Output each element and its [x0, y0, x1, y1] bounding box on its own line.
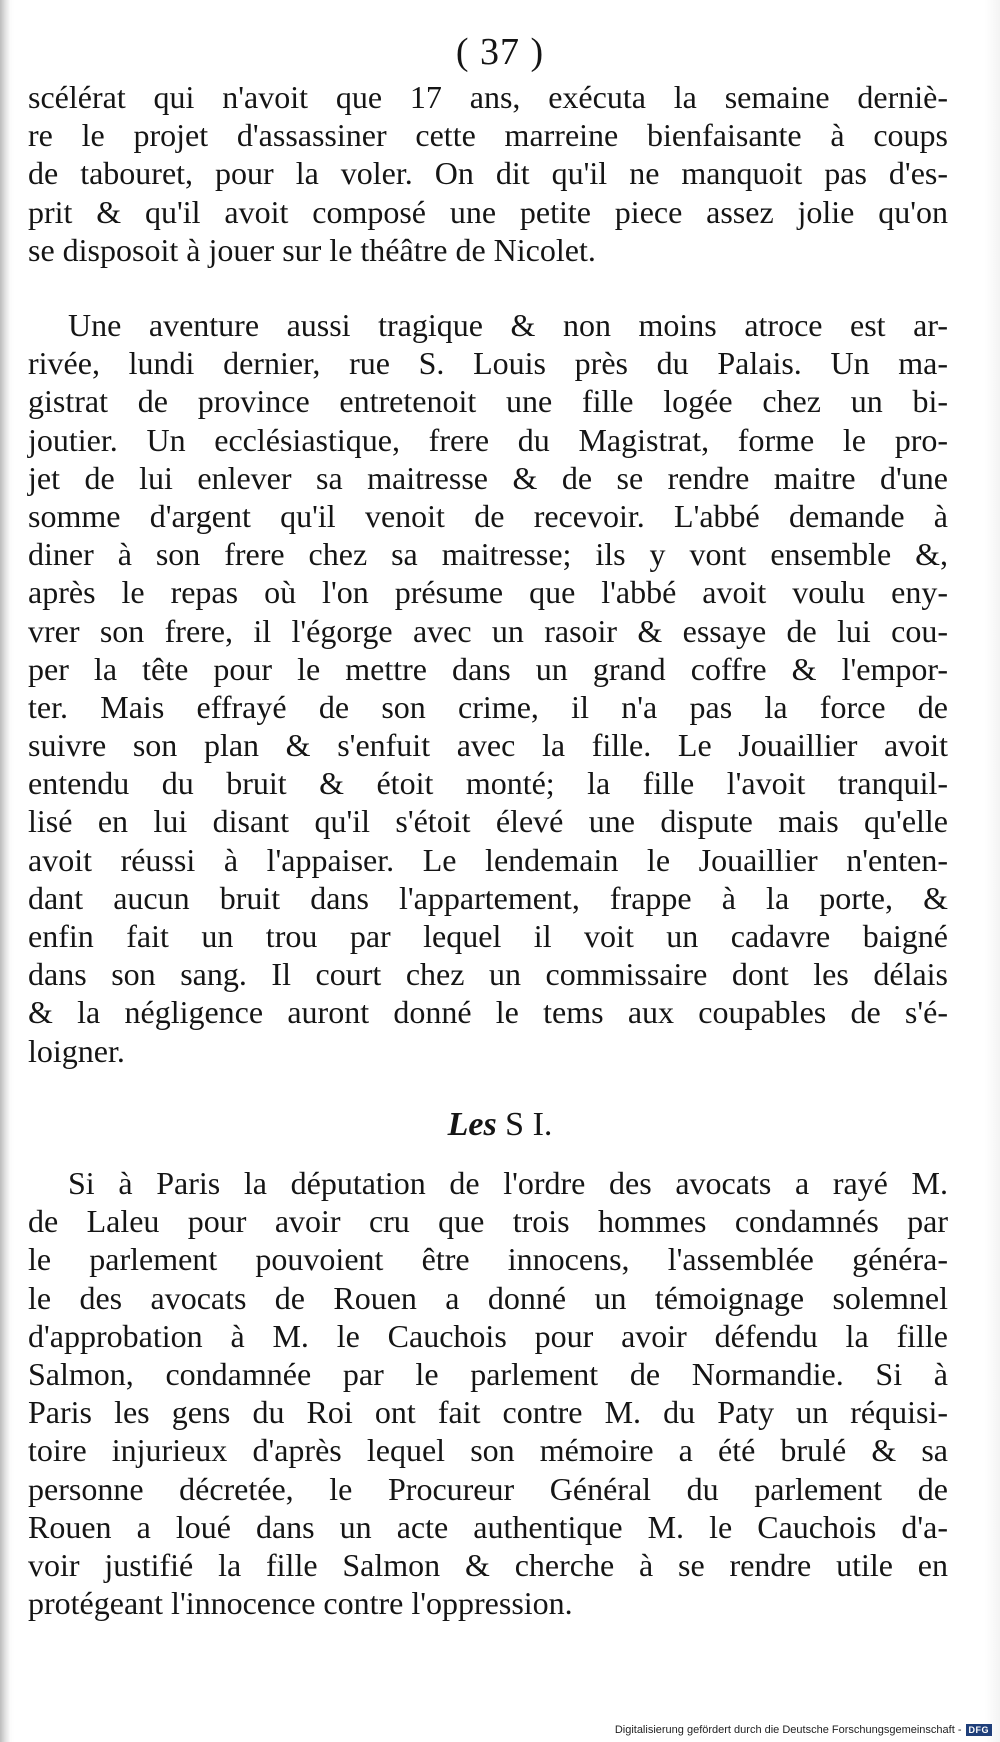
paragraph-2 — [28, 306, 948, 1070]
text-line: loigner. — [28, 1032, 125, 1069]
section-title-italic: Les — [447, 1106, 497, 1143]
footer-text: Digitalisierung gefördert durch die Deutsche Forschungsgemeinschaft - — [614, 1724, 962, 1736]
text-line: gistrat de province entretenoit une fille logée chez un bi- — [28, 383, 948, 420]
text-line: protégeant l'innocence contre l'oppression. — [28, 1585, 573, 1622]
text-line: toire injurieux d'après lequel son mémoire a été brulé & sa — [28, 1432, 948, 1469]
paragraph-1 — [28, 78, 948, 269]
text-line: Une aventure aussi tragique & non moins atroce est ar- — [68, 307, 948, 343]
text-line: suivre son plan & s'enfuit avec la fille. Le Jouaillier avoit — [28, 727, 948, 764]
section-title-roman: S I. — [505, 1106, 553, 1143]
text-line: somme d'argent qu'il venoit de recevoir. L'abbé demande à — [28, 497, 948, 534]
text-line: se disposoit à jouer sur le théâtre de Nicolet. — [28, 231, 596, 268]
text-line: joutier. Un ecclésiastique, frere du Magistrat, forme le pro- — [28, 421, 948, 458]
section-title — [0, 1106, 1000, 1144]
text-line: re le projet d'assassiner cette marreine bienfaisante à coups — [28, 117, 948, 154]
text-line: Paris les gens du Roi ont fait contre M. du Paty un réquisi- — [28, 1394, 948, 1431]
text-line: lisé en lui disant qu'il s'étoit élevé une dispute mais qu'elle — [28, 803, 948, 840]
text-line: dant aucun bruit dans l'appartement, frappe à la porte, & — [28, 879, 948, 916]
text-line: rivée, lundi dernier, rue S. Louis près du Palais. Un ma- — [28, 345, 948, 382]
text-line: scélérat qui n'avoit que 17 ans, exécuta la semaine derniè- — [28, 79, 948, 115]
text-line: prit & qu'il avoit composé une petite piece assez jolie qu'on — [28, 193, 948, 230]
text-line: ter. Mais effrayé de son crime, il n'a pas la force de — [28, 688, 948, 725]
text-line: Rouen a loué dans un acte authentique M. le Cauchois d'a- — [28, 1508, 948, 1545]
text-line: de Laleu pour avoir cru que trois hommes condamnés par — [28, 1203, 948, 1240]
text-line: vrer son frere, il l'égorge avec un rasoir & essaye de lui cou- — [28, 612, 948, 649]
text-line: jet de lui enlever sa maitresse & de se rendre maitre d'une — [28, 459, 948, 496]
dfg-logo: DFG — [966, 1724, 993, 1736]
page-number: ( 37 ) — [455, 31, 545, 73]
page-edge-shadow — [0, 0, 10, 1742]
text-line: entendu du bruit & étoit monté; la fille l'avoit tranquil- — [28, 765, 948, 802]
text-line: le des avocats de Rouen a donné un témoignage solemnel — [28, 1279, 948, 1316]
text-line: le parlement pouvoient être innocens, l'assemblée généra- — [28, 1241, 948, 1278]
text-line: dans son sang. Il court chez un commissaire dont les délais — [28, 956, 948, 993]
text-line: de tabouret, pour la voler. On dit qu'il ne manquoit pas d'es- — [28, 155, 948, 192]
text-line: personne décretée, le Procureur Général du parlement de — [28, 1470, 948, 1507]
text-line: Si à Paris la députation de l'ordre des avocats a rayé M. — [68, 1165, 948, 1201]
text-line: diner à son frere chez sa maitresse; ils y vont ensemble &, — [28, 536, 948, 573]
text-line: avoit réussi à l'appaiser. Le lendemain le Jouaillier n'enten- — [28, 841, 948, 878]
text-line: d'approbation à M. le Cauchois pour avoir défendu la fille — [28, 1317, 948, 1354]
text-line: voir justifié la fille Salmon & cherche à se rendre utile en — [28, 1546, 948, 1583]
text-line: enfin fait un trou par lequel il voit un cadavre baigné — [28, 918, 948, 954]
text-line: per la tête pour le mettre dans un grand coffre & l'empor- — [28, 650, 948, 687]
digitization-footer — [615, 1724, 992, 1736]
text-line: Salmon, condamnée par le parlement de Normandie. Si à — [28, 1355, 948, 1392]
text-line: & la négligence auront donné le tems aux coupables de s'é- — [28, 994, 948, 1031]
text-line: après le repas où l'on présume que l'abbé avoit voulu eny- — [28, 574, 948, 611]
paragraph-3 — [28, 1164, 948, 1622]
